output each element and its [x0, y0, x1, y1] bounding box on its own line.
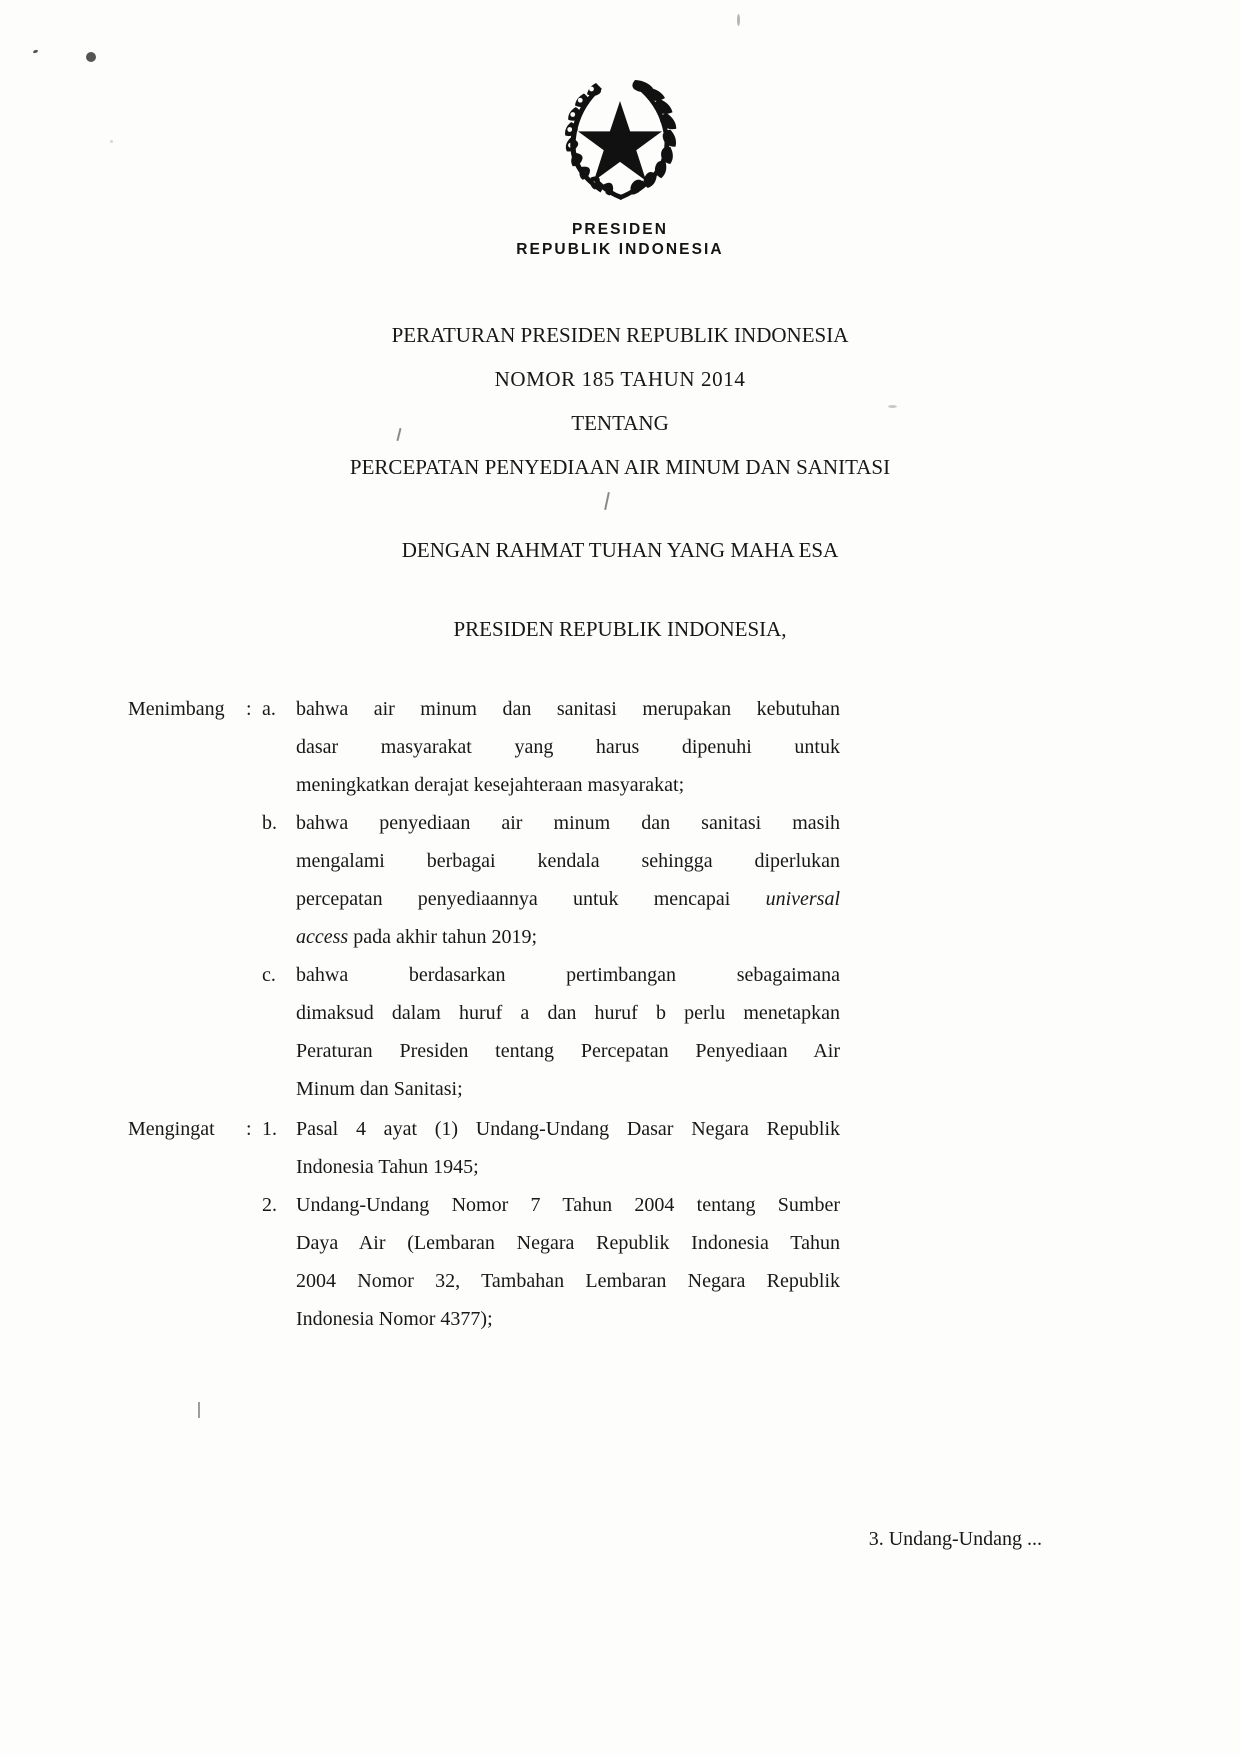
masthead	[0, 220, 1240, 261]
scan-artifact-speck	[33, 49, 39, 54]
scan-artifact-speck	[737, 14, 740, 26]
regulation-subject-line: PERCEPATAN PENYEDIAAN AIR MINUM DAN SANITASI	[349, 455, 891, 479]
regulation-number-line: NOMOR 185 TAHUN 2014	[494, 367, 746, 391]
item-marker: 1.	[262, 1118, 277, 1140]
item-line-text: percepatan penyediaannya untuk mencapai	[296, 888, 766, 910]
item-line: dimaksud dalam huruf a dan huruf b perlu menetapkan	[296, 1002, 840, 1024]
recalling-items	[262, 1110, 840, 1338]
invocation-line: DENGAN RAHMAT TUHAN YANG MAHA ESA	[401, 538, 839, 562]
item-line: 2004 Nomor 32, Tambahan Lembaran Negara Republik	[296, 1270, 840, 1292]
list-item	[262, 804, 840, 956]
item-line: mengalami berbagai kendala sehingga diperlukan	[296, 850, 840, 872]
tentang-line: TENTANG	[571, 411, 669, 435]
scan-artifact-speck	[86, 52, 96, 62]
item-text	[296, 690, 840, 804]
italic-term-universal: universal	[765, 888, 840, 910]
considering-label: Menimbang	[128, 698, 225, 720]
item-line	[296, 880, 840, 918]
emblem-container	[0, 62, 1240, 212]
item-marker: c.	[262, 964, 276, 986]
item-marker: b.	[262, 812, 277, 834]
considering-clause	[128, 690, 840, 1108]
masthead-line-republik-indonesia: REPUBLIK INDONESIA	[516, 241, 724, 259]
item-line: Pasal 4 ayat (1) Undang-Undang Dasar Negara Republik	[296, 1118, 840, 1140]
item-marker: 2.	[262, 1194, 277, 1216]
scan-artifact-mark	[198, 1402, 200, 1418]
item-marker: a.	[262, 698, 276, 720]
item-line: bahwa berdasarkan pertimbangan sebagaimana	[296, 964, 840, 986]
list-item	[262, 956, 840, 1108]
item-line: bahwa air minum dan sanitasi merupakan kebutuhan	[296, 698, 840, 720]
item-line: Indonesia Nomor 4377);	[296, 1308, 493, 1330]
recalling-colon: :	[246, 1118, 252, 1140]
item-line: dasar masyarakat yang harus dipenuhi untuk	[296, 736, 840, 758]
item-line: meningkatkan derajat kesejahteraan masyarakat;	[296, 774, 685, 796]
item-text	[296, 1186, 840, 1338]
item-line: Minum dan Sanitasi;	[296, 1078, 463, 1100]
item-text	[296, 1110, 840, 1186]
garuda-star-wreath-icon	[545, 62, 695, 212]
document-body	[128, 690, 840, 1338]
item-text	[296, 956, 840, 1108]
item-line: Undang-Undang Nomor 7 Tahun 2004 tentang Sumber	[296, 1194, 840, 1216]
recalling-label: Mengingat	[128, 1118, 215, 1140]
italic-term-access: access	[296, 926, 349, 948]
recalling-clause	[128, 1110, 840, 1338]
page-catchword: 3. Undang-Undang ...	[868, 1528, 1042, 1550]
item-text	[296, 804, 840, 956]
masthead-line-presiden: PRESIDEN	[571, 221, 669, 238]
item-line: bahwa penyediaan air minum dan sanitasi masih	[296, 812, 840, 834]
list-item	[262, 1110, 840, 1186]
list-item	[262, 690, 840, 804]
item-line-text: pada akhir tahun 2019;	[348, 926, 538, 948]
regulation-type-line: PERATURAN PRESIDEN REPUBLIK INDONESIA	[391, 323, 849, 347]
item-line: Daya Air (Lembaran Negara Republik Indonesia Tahun	[296, 1232, 840, 1254]
considering-items	[262, 690, 840, 1108]
item-line: Indonesia Tahun 1945;	[296, 1156, 479, 1178]
signatory-line: PRESIDEN REPUBLIK INDONESIA,	[453, 617, 787, 641]
title-block	[0, 325, 1240, 538]
item-line: Peraturan Presiden tentang Percepatan Penyediaan Air	[296, 1040, 840, 1062]
list-item	[262, 1186, 840, 1338]
item-line	[296, 918, 840, 956]
considering-colon: :	[246, 698, 252, 720]
